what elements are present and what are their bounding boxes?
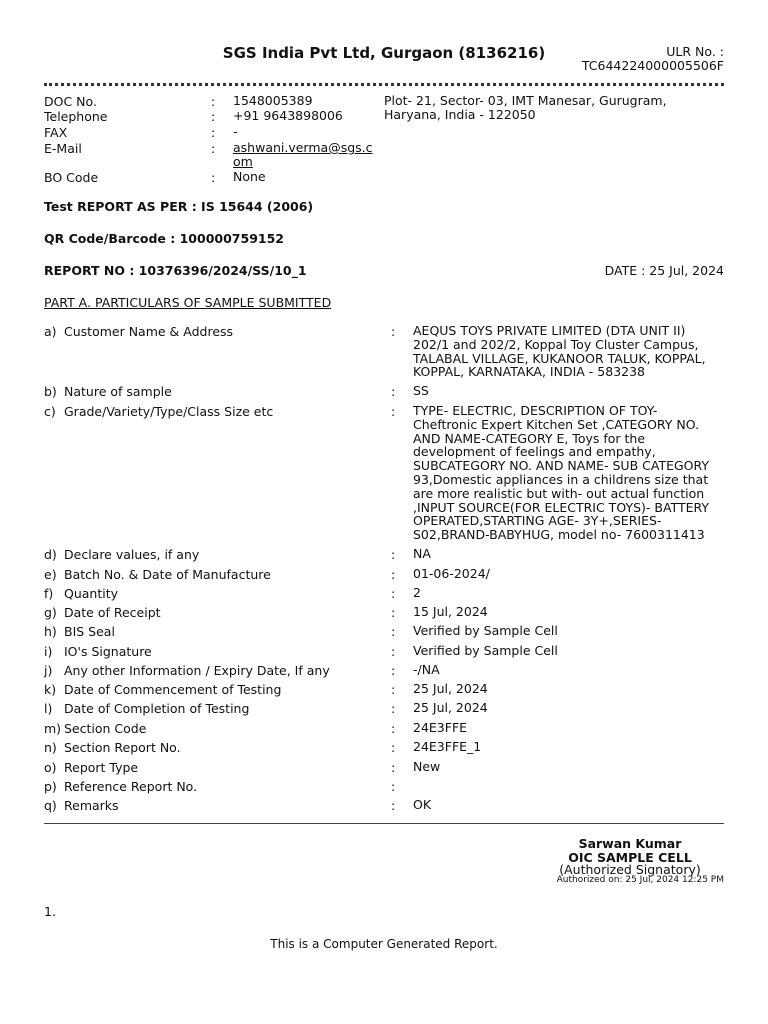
particular-value: 24E3FFE	[413, 720, 468, 735]
telephone-value: +91 9643898006	[233, 108, 343, 123]
colon: :	[391, 567, 396, 582]
bo-code-row	[44, 170, 384, 186]
colon: :	[391, 384, 396, 399]
colon: :	[211, 170, 216, 185]
particular-index: l)	[44, 701, 53, 716]
particular-label: Batch No. & Date of Manufacture	[64, 567, 271, 582]
divider-line	[44, 823, 724, 824]
particular-value: 2	[413, 585, 421, 600]
particular-index: g)	[44, 605, 57, 620]
colon: :	[391, 586, 396, 601]
particular-value: 25 Jul, 2024	[413, 681, 488, 696]
report-number: REPORT NO : 10376396/2024/SS/10_1	[44, 263, 307, 278]
particular-label: Declare values, if any	[64, 547, 200, 562]
particular-index: n)	[44, 740, 57, 755]
dotted-divider	[44, 83, 724, 86]
doc-no-label: DOC No.	[44, 94, 97, 109]
lab-address: Plot- 21, Sector- 03, IMT Manesar, Gurugram, Haryana, India - 122050	[384, 93, 667, 122]
fax-value: -	[233, 124, 238, 139]
particular-label: Remarks	[64, 798, 119, 813]
particular-index: h)	[44, 624, 57, 639]
particular-value: -/NA	[413, 662, 440, 677]
particular-index: d)	[44, 547, 57, 562]
particular-value: New	[413, 759, 441, 774]
qr-barcode: QR Code/Barcode : 100000759152	[44, 231, 284, 246]
particular-value: 01-06-2024/	[413, 566, 490, 581]
signatory-name: Sarwan Kumar	[578, 836, 682, 851]
footer-note: This is a Computer Generated Report.	[270, 937, 498, 951]
particular-label: Reference Report No.	[64, 779, 198, 794]
particular-label: Report Type	[64, 760, 139, 775]
particular-value: 25 Jul, 2024	[413, 700, 488, 715]
colon: :	[211, 141, 216, 156]
ulr-label: ULR No. :	[666, 44, 724, 59]
ulr-block	[582, 45, 724, 73]
colon: :	[211, 94, 216, 109]
particular-index: c)	[44, 404, 56, 419]
colon: :	[391, 644, 396, 659]
particular-value: TYPE- ELECTRIC, DESCRIPTION OF TOY- Cheftronic Expert Kitchen Set ,CATEGORY NO. AND NAME-CATEGORY E, Toys for the development of feelings and empathy, SUBCATEGORY NO. AND NAME- SUB CATEGORY 93,Domestic appliances in a childrens size that are more realistic but with- out actual function ,INPUT SOURCE(FOR ELECTRIC TOYS)- BATTERY OPERATED,STARTING AGE- 3Y+,SERIES- S02,BRAND-BABYHUG, model no- 7600311413	[413, 403, 710, 543]
colon: :	[391, 605, 396, 620]
colon: :	[391, 663, 396, 678]
colon: :	[391, 721, 396, 736]
ulr-value: TC644224000005506F	[581, 58, 724, 73]
particular-label: Date of Receipt	[64, 605, 161, 620]
bo-code-label: BO Code	[44, 170, 99, 185]
particular-label: Date of Commencement of Testing	[64, 682, 282, 697]
colon: :	[211, 125, 216, 140]
particular-index: f)	[44, 586, 54, 601]
colon: :	[391, 682, 396, 697]
telephone-row	[44, 109, 384, 125]
particular-label: Customer Name & Address	[64, 324, 234, 339]
colon: :	[391, 779, 396, 794]
colon: :	[391, 701, 396, 716]
particular-value: AEQUS TOYS PRIVATE LIMITED (DTA UNIT II) 202/1 and 202/2, Koppal Toy Cluster Campus, TALABAL VILLAGE, KUKANOOR TALUK, KOPPAL, KOPPAL, KARNATAKA, INDIA - 583238	[413, 323, 706, 380]
test-report-standard: Test REPORT AS PER : IS 15644 (2006)	[44, 199, 314, 214]
particular-label: Any other Information / Expiry Date, If any	[64, 663, 330, 678]
particular-index: m)	[44, 721, 62, 736]
particular-index: o)	[44, 760, 57, 775]
colon: :	[391, 798, 396, 813]
telephone-label: Telephone	[44, 109, 108, 124]
particular-index: b)	[44, 384, 57, 399]
particular-index: k)	[44, 682, 57, 697]
authorized-signatory: (Authorized Signatory)	[559, 862, 701, 877]
fax-row	[44, 125, 384, 141]
particular-index: j)	[44, 663, 53, 678]
particular-value: Verified by Sample Cell	[413, 643, 558, 658]
particular-index: p)	[44, 779, 57, 794]
particular-index: a)	[44, 324, 57, 339]
particular-value: Verified by Sample Cell	[413, 623, 558, 638]
signatory-role: OIC SAMPLE CELL	[568, 850, 692, 865]
particular-label: Quantity	[64, 586, 119, 601]
particular-label: Section Report No.	[64, 740, 181, 755]
fax-label: FAX	[44, 125, 68, 140]
particular-label: Grade/Variety/Type/Class Size etc	[64, 404, 274, 419]
particular-index: q)	[44, 798, 57, 813]
company-title: SGS India Pvt Ltd, Gurgaon (8136216)	[222, 44, 546, 62]
particular-value: 24E3FFE_1	[413, 739, 482, 754]
colon: :	[391, 740, 396, 755]
email-row	[44, 140, 384, 169]
particular-value: SS	[413, 383, 429, 398]
email-label: E-Mail	[44, 141, 82, 156]
part-a-title: PART A. PARTICULARS OF SAMPLE SUBMITTED	[44, 295, 332, 310]
bo-code-value: None	[233, 169, 266, 184]
particular-label: Nature of sample	[64, 384, 172, 399]
particular-label: Section Code	[64, 721, 147, 736]
particular-index: i)	[44, 644, 53, 659]
colon: :	[211, 109, 216, 124]
email-link[interactable]: ashwani.verma@sgs.com	[233, 140, 373, 169]
colon: :	[391, 404, 396, 419]
particular-value: 15 Jul, 2024	[413, 604, 488, 619]
doc-no-value: 1548005389	[233, 93, 313, 108]
particular-label: Date of Completion of Testing	[64, 701, 250, 716]
particular-value: NA	[413, 546, 431, 561]
particular-index: e)	[44, 567, 57, 582]
colon: :	[391, 760, 396, 775]
page-marker: 1.	[44, 904, 56, 919]
colon: :	[391, 624, 396, 639]
particular-label: BIS Seal	[64, 624, 115, 639]
colon: :	[391, 547, 396, 562]
particular-label: IO's Signature	[64, 644, 152, 659]
particular-value: OK	[413, 797, 432, 812]
report-date: DATE : 25 Jul, 2024	[604, 263, 724, 278]
authorized-on: Authorized on: 25 Jul, 2024 12:25 PM	[556, 875, 724, 885]
colon: :	[391, 324, 396, 339]
